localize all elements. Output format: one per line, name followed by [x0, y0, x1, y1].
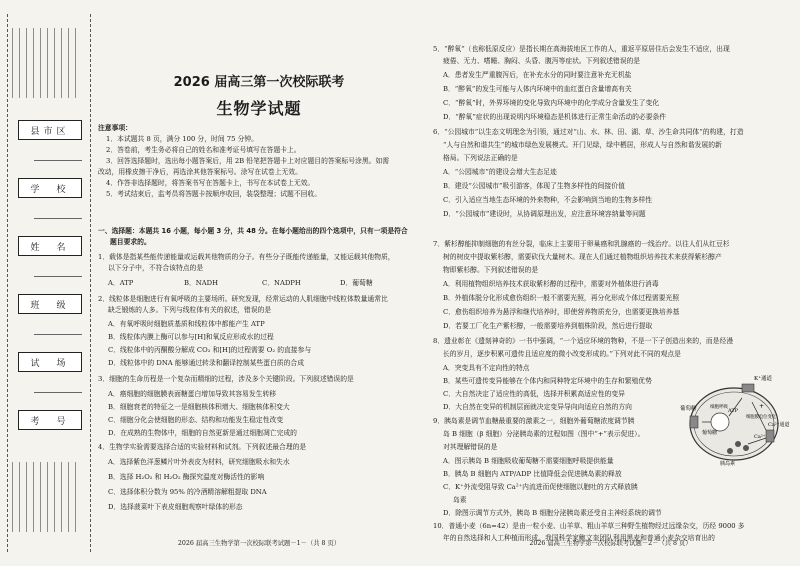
option: D．“醉氧”症状的出现说明内环境稳态是机体进行正常生命活动的必要条件 [443, 113, 667, 121]
option: A．“公园城市”的建设会增大生态足迹 [443, 168, 557, 176]
notice-title: 注意事项： [98, 124, 132, 132]
insulin-vesicle [743, 445, 749, 451]
notice-line: 1．本试题共 8 页，满分 100 分，时间 75 分钟。 [106, 135, 258, 143]
page-footer: 2026 届高三生物学第一次校际联考试题－1－（共 8 页） [177, 540, 341, 547]
option: C．细胞分化会使细胞的形态、结构和功能发生稳定性改变 [108, 416, 284, 424]
notice-line: 5．考试结束后，监考员将答题卡按顺序收回，装袋整理；试题不回收。 [106, 190, 322, 198]
label-respiration: 细胞呼吸 [710, 405, 728, 410]
field-county[interactable]: 县市区 [18, 120, 82, 140]
field-line [34, 334, 82, 335]
question-stem: 缺乏锻炼的人多。下列与线粒体有关的叙述，错误的是 [108, 306, 272, 314]
option: A．图示胰岛 B 细胞吸收葡萄糖不需要细胞呼吸提供能量 [443, 457, 614, 465]
option: D．在成熟的生物体中，细胞的自然更新是通过细胞凋亡完成的 [108, 429, 297, 437]
label-glucose-out: 葡萄糖 [680, 406, 697, 412]
field-line [34, 276, 82, 277]
hatch-bottom [12, 462, 76, 532]
field-line [34, 392, 82, 393]
question-stem: “人与自然和谐共生”的城市绿色发展模式。开门见绿，绿中栖居，形成人与自然和谐发展的新 [443, 141, 722, 149]
option: B．胰岛 B 细胞内 ATP/ADP 比值降低会促进胰岛素的释放 [443, 470, 622, 478]
option: C．线粒体中的丙酮酸分解成 CO₂ 和[H]的过程需要 O₂ 的直接参与 [108, 346, 312, 354]
question-stem: 2．线粒体是细胞进行有氧呼吸的主要场所。研究发现，经常运动的人肌细胞中线粒体数量通常比 [98, 295, 388, 303]
label-atp: ATP [728, 408, 739, 414]
option: D．大自然在变异的机制层面就决定变异导向向适应自然的方向 [443, 403, 632, 411]
option-a: A．ATP [108, 279, 134, 287]
question-stem: 长的岁月，逐步积累可遗传且适应度的微小改变形成的。”下列对此不同的观点是 [443, 350, 681, 358]
question-stem: 9．胰岛素是调节血糖最重要的激素之一，细胞外葡萄糖浓度调节胰 [433, 417, 635, 425]
label-plus: + [759, 403, 765, 410]
label-ca-in: Ca²⁺ [754, 434, 766, 440]
option-b: B．NADH [184, 279, 219, 287]
label-ca-channel: Ca²⁺通道 [768, 422, 790, 428]
question-stem: 10．普通小麦（6n=42）是由一粒小麦、山羊草、粗山羊草三种野生植物经过远缘杂交，历经 9000 多 [433, 522, 745, 530]
section-title: 一、选择题：本题共 16 小题，每小题 3 分，共 48 分。在每小题给出的四个选项中，只有一项是符合 [98, 227, 408, 235]
label-glucose-in: 葡萄糖 [702, 430, 718, 436]
question-stem: 对其理解错误的是 [443, 443, 498, 451]
option-cont: 岛素 [453, 496, 467, 504]
option: D．选择菠菜叶下表皮细胞观察叶绿体的形态 [108, 503, 243, 511]
insulin-vesicle [727, 448, 733, 454]
left-column [98, 0, 420, 566]
field-room[interactable]: 试 场 [18, 352, 82, 372]
question-stem: 6．“公园城市”以生态文明理念为引领，通过对“山、水、林、田、湖、草、沙生命共同体”的构建，打造 [433, 128, 744, 136]
question-stem: 年的自然选择和人工种植而形成。我国科学家鲍文奎团队利用黑麦和普通小麦杂交培育出的 [443, 534, 715, 542]
label-k-channel: K⁺通道 [754, 376, 773, 382]
field-name[interactable]: 姓 名 [18, 236, 82, 256]
subject-title: 生物学试题 [216, 99, 302, 118]
glucose-transporter [690, 416, 698, 428]
cut-line-inner [90, 14, 91, 552]
option: C．K⁺外流受阻导致 Ca²⁺内流进而促使细胞以胞吐的方式释放胰 [443, 483, 638, 491]
field-line [34, 160, 82, 161]
question-stem: 格局。下列说法正确的是 [443, 154, 518, 162]
notice-line: 3．回答选择题时，选出每小题答案后，用 2B 铅笔把答题卡上对应题目的答案标号涂黑。如需 [106, 157, 390, 165]
question-stem: 树的树皮中提取紫杉醇，需要砍伐大量树木。现在人们通过植物组织培养技术来获得紫杉醇产 [443, 253, 722, 261]
option: A．有氧呼吸时细胞质基质和线粒体中都能产生 ATP [108, 320, 265, 328]
section-title-cont: 题目要求的。 [110, 238, 151, 246]
option: D．线粒体中的 DNA 能够通过转录和翻译控制某些蛋白质的合成 [108, 359, 304, 367]
right-column [433, 0, 788, 566]
option: B．建设“公园城市”吸引游客，体现了生物多样性的间接价值 [443, 182, 625, 190]
binding-strip [0, 0, 96, 566]
field-school[interactable]: 学 校 [18, 178, 82, 198]
hatch-top [12, 28, 76, 98]
question-stem: 4．生物学实验需要选择合适的实验材料和试剂。下列叙述最合理的是 [98, 443, 307, 451]
insulin-secretion-diagram [680, 372, 790, 468]
question-stem: 5．“醉氧”（也称低原反应）是指长期在高海拔地区工作的人，重返平原居住后会发生不适应，出现 [433, 45, 730, 53]
cell-membrane [690, 388, 778, 460]
label-insulin: 胰岛素 [720, 461, 736, 467]
question-stem: 岛 B 细胞（β 细胞）分泌胰岛素的过程如图（图中“+”表示促进）。 [443, 430, 645, 438]
question-stem: 以下分子中，不符合该特点的是 [108, 264, 204, 272]
option: B．线粒体内膜上酶可以参与[H]和氧反应形成水的过程 [108, 333, 274, 341]
cut-line-outer [7, 14, 8, 552]
question-stem: 疲倦、无力、嗜睡、胸闷、头昏、腹泻等症状。下列叙述错误的是 [443, 57, 641, 65]
option: C．大自然决定了适应性的高低，选择并积累高适应性的变异 [443, 390, 625, 398]
option: A．利用植物组织培养技术获取紫杉醇的过程中，需要对外植体进行消毒 [443, 280, 659, 288]
exam-title: 2026 届高三第一次校际联考 [173, 75, 345, 90]
insulin-vesicle [735, 441, 741, 447]
option: C．愈伤组织培养为悬浮和继代培养时，即使营养物质充分，也需要更换培养基 [443, 308, 680, 316]
question-stem: 1．载体是指某些能传递能量或运载其他物质的分子。有些分子既能传递能量，又能运载其他物质， [98, 253, 395, 261]
option-d: D．葡萄糖 [340, 279, 373, 287]
option: D．除图示调节方式外，胰岛 B 细胞分泌胰岛素还受自主神经系统的调节 [443, 509, 662, 517]
question-stem: 物即紫杉醇。下列叙述错误的是 [443, 266, 539, 274]
option: D．“公园城市”建设时，从协调原理出发，应注意环境容纳量等问题 [443, 210, 646, 218]
option: A．患者发生严重腹泻后，在补充水分的同时要注意补充无机盐 [443, 71, 632, 79]
option: B．细胞衰老的特征之一是细胞核体积增大、细胞核体积变大 [108, 403, 290, 411]
option: A．突变具有不定向性的特点 [443, 364, 530, 372]
option: A．选择紫色洋葱鳞片叶外表皮为材料，研究细胞吸水和失水 [108, 458, 290, 466]
page-footer: 2026 届高三生物学第一次校际联考试题－2－（共 8 页） [529, 540, 692, 547]
ca-channel [766, 430, 774, 442]
notice-line: 4．作答非选择题时，将答案书写在答题卡上，书写在本试卷上无效。 [106, 179, 315, 187]
option: B．外植体脱分化形成愈伤组织一般不需要光照，再分化形成个体过程需要光照 [443, 294, 680, 302]
label-membrane-potential: 细胞膜电位变化 [746, 415, 777, 420]
mitochondrion [711, 413, 729, 431]
option: B．“醉氧”的发生可能与人体内环境中的血红蛋白含量增高有关 [443, 85, 632, 93]
notice-line: 2．答卷前，考生务必将自己的姓名和准考证号填写在答题卡上。 [106, 146, 301, 154]
option: A．癌细胞的细胞膜表面糖蛋白增加导致其容易发生转移 [108, 390, 277, 398]
option-c: C．NADPH [262, 279, 301, 287]
question-stem: 8．遗业彰在《遗刻神奇的》一书中强调，“一个适应环境的物种，不是一下子创造出来的，而是经漫 [433, 337, 734, 345]
option: B．某些可遗传变异能够在个体内和同种特定环境中的生存和繁殖优势 [443, 377, 652, 385]
k-channel [742, 384, 754, 392]
option: C．引入适应当地生态环境的外来物种，不会影响到当地的生物多样性 [443, 196, 653, 204]
notice-line: 改动，用橡皮擦干净后，再选涂其他答案标号。涂写在试卷上无效。 [98, 168, 302, 176]
field-class[interactable]: 班 级 [18, 294, 82, 314]
question-stem: 3．细胞的生命历程是一个复杂而精细的过程，涉及多个关键阶段。下列叙述错误的是 [98, 375, 354, 383]
option: C．“醉氧”时，外界环境的变化导致内环境中的化学成分含量发生了变化 [443, 99, 660, 107]
option: B．选择 H₂O₂ 和 H₂O₂ 酶探究温度对酶活性的影响 [108, 473, 265, 481]
field-line [34, 218, 82, 219]
option: D．若要工厂化生产紫杉醇，一般需要培养到植株阶段，然后进行提取 [443, 322, 653, 330]
field-exam-number[interactable]: 考 号 [18, 410, 82, 430]
question-stem: 7．紫杉醇能抑制细胞的有丝分裂，临床上主要用于卵巢癌和乳腺癌的一线治疗。以往人们从红豆杉 [433, 240, 730, 248]
option: C．选择体积分数为 95% 的冷酒精溶解粗提取 DNA [108, 488, 267, 496]
